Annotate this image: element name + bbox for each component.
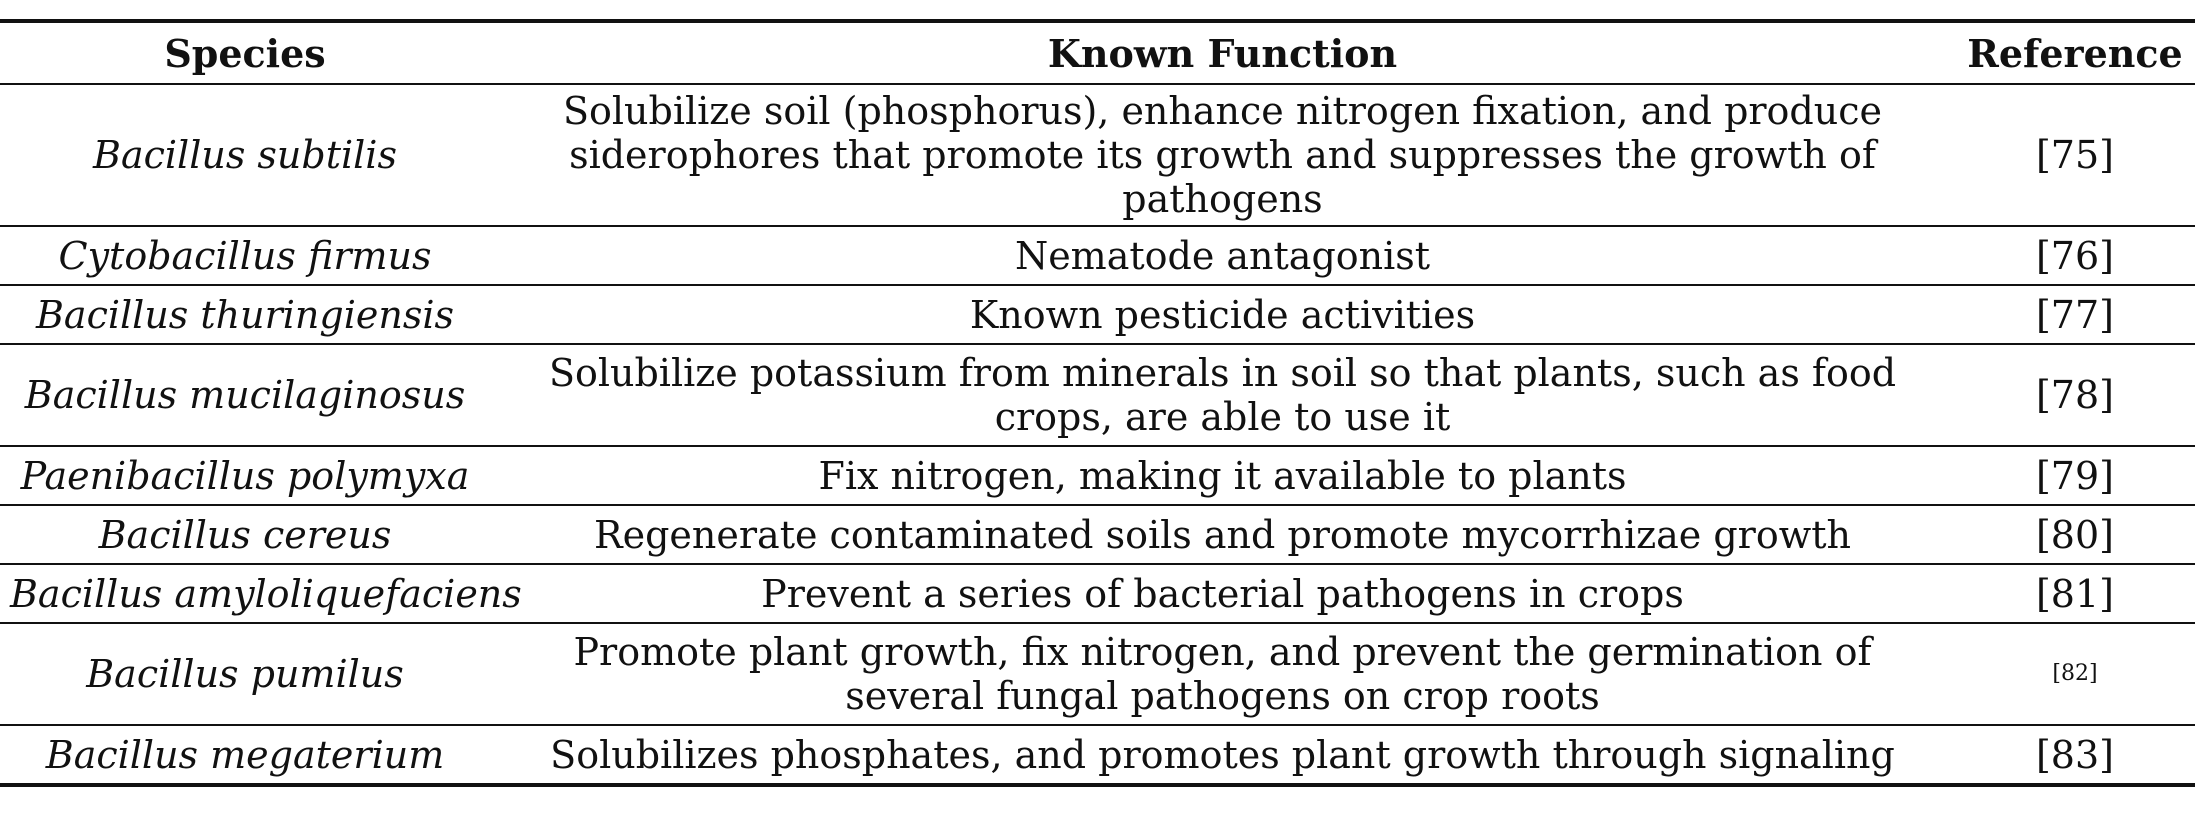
reference-cell: [83] [2035, 732, 2114, 777]
species-cell: Cytobacillus firmus [58, 233, 432, 278]
table-row [0, 344, 2195, 446]
table-row [0, 84, 2195, 226]
function-cell: Regenerate contaminated soils and promote mycorrhizae growth [594, 512, 1851, 557]
species-cell: Bacillus amyloliquefaciens [10, 571, 522, 616]
function-cell: Fix nitrogen, making it available to plants [818, 453, 1627, 498]
species-cell: Bacillus thuringiensis [36, 292, 454, 337]
table-row [0, 446, 2195, 505]
function-cell: Solubilize soil (phosphorus), enhance nitrogen fixation, and produce siderophores that promote its growth and suppresses the growth of pathogens [562, 89, 1883, 221]
table-body [0, 84, 2195, 785]
function-cell: Prevent a series of bacterial pathogens in crops [761, 571, 1684, 616]
species-function-table-container [0, 19, 2195, 787]
species-cell: Paenibacillus polymyxa [20, 453, 470, 498]
function-cell: Solubilize potassium from minerals in soil so that plants, such as food crops, are able to use it [548, 351, 1897, 439]
function-cell: Known pesticide activities [969, 292, 1476, 337]
table-row [0, 564, 2195, 623]
function-cell: Promote plant growth, fix nitrogen, and prevent the germination of several fungal pathogens on crop roots [573, 630, 1872, 718]
header-row [0, 21, 2195, 84]
reference-cell: [76] [2035, 233, 2114, 278]
species-function-table [0, 19, 2195, 787]
table-header [0, 21, 2195, 84]
species-cell: Bacillus subtilis [93, 133, 397, 177]
reference-cell: [77] [2035, 292, 2114, 337]
table-row [0, 226, 2195, 285]
table-row [0, 285, 2195, 344]
header-reference: Reference [1967, 30, 2183, 76]
species-cell: Bacillus megaterium [45, 732, 445, 777]
species-cell: Bacillus mucilaginosus [24, 373, 466, 417]
function-cell: Nematode antagonist [1014, 233, 1431, 278]
species-cell: Bacillus pumilus [86, 652, 404, 696]
reference-cell: [78] [2035, 373, 2114, 417]
table-row [0, 505, 2195, 564]
species-cell: Bacillus cereus [98, 512, 392, 557]
reference-cell: [81] [2035, 571, 2114, 616]
reference-cell: [82] [2052, 661, 2098, 686]
reference-cell: [80] [2035, 512, 2114, 557]
header-species: Species [164, 30, 326, 76]
table-row [0, 725, 2195, 785]
reference-cell: [79] [2035, 453, 2114, 498]
function-cell: Solubilizes phosphates, and promotes plant growth through signaling [550, 732, 1895, 777]
reference-cell: [75] [2035, 133, 2114, 177]
table-row [0, 623, 2195, 725]
header-known-function: Known Function [1047, 30, 1398, 76]
